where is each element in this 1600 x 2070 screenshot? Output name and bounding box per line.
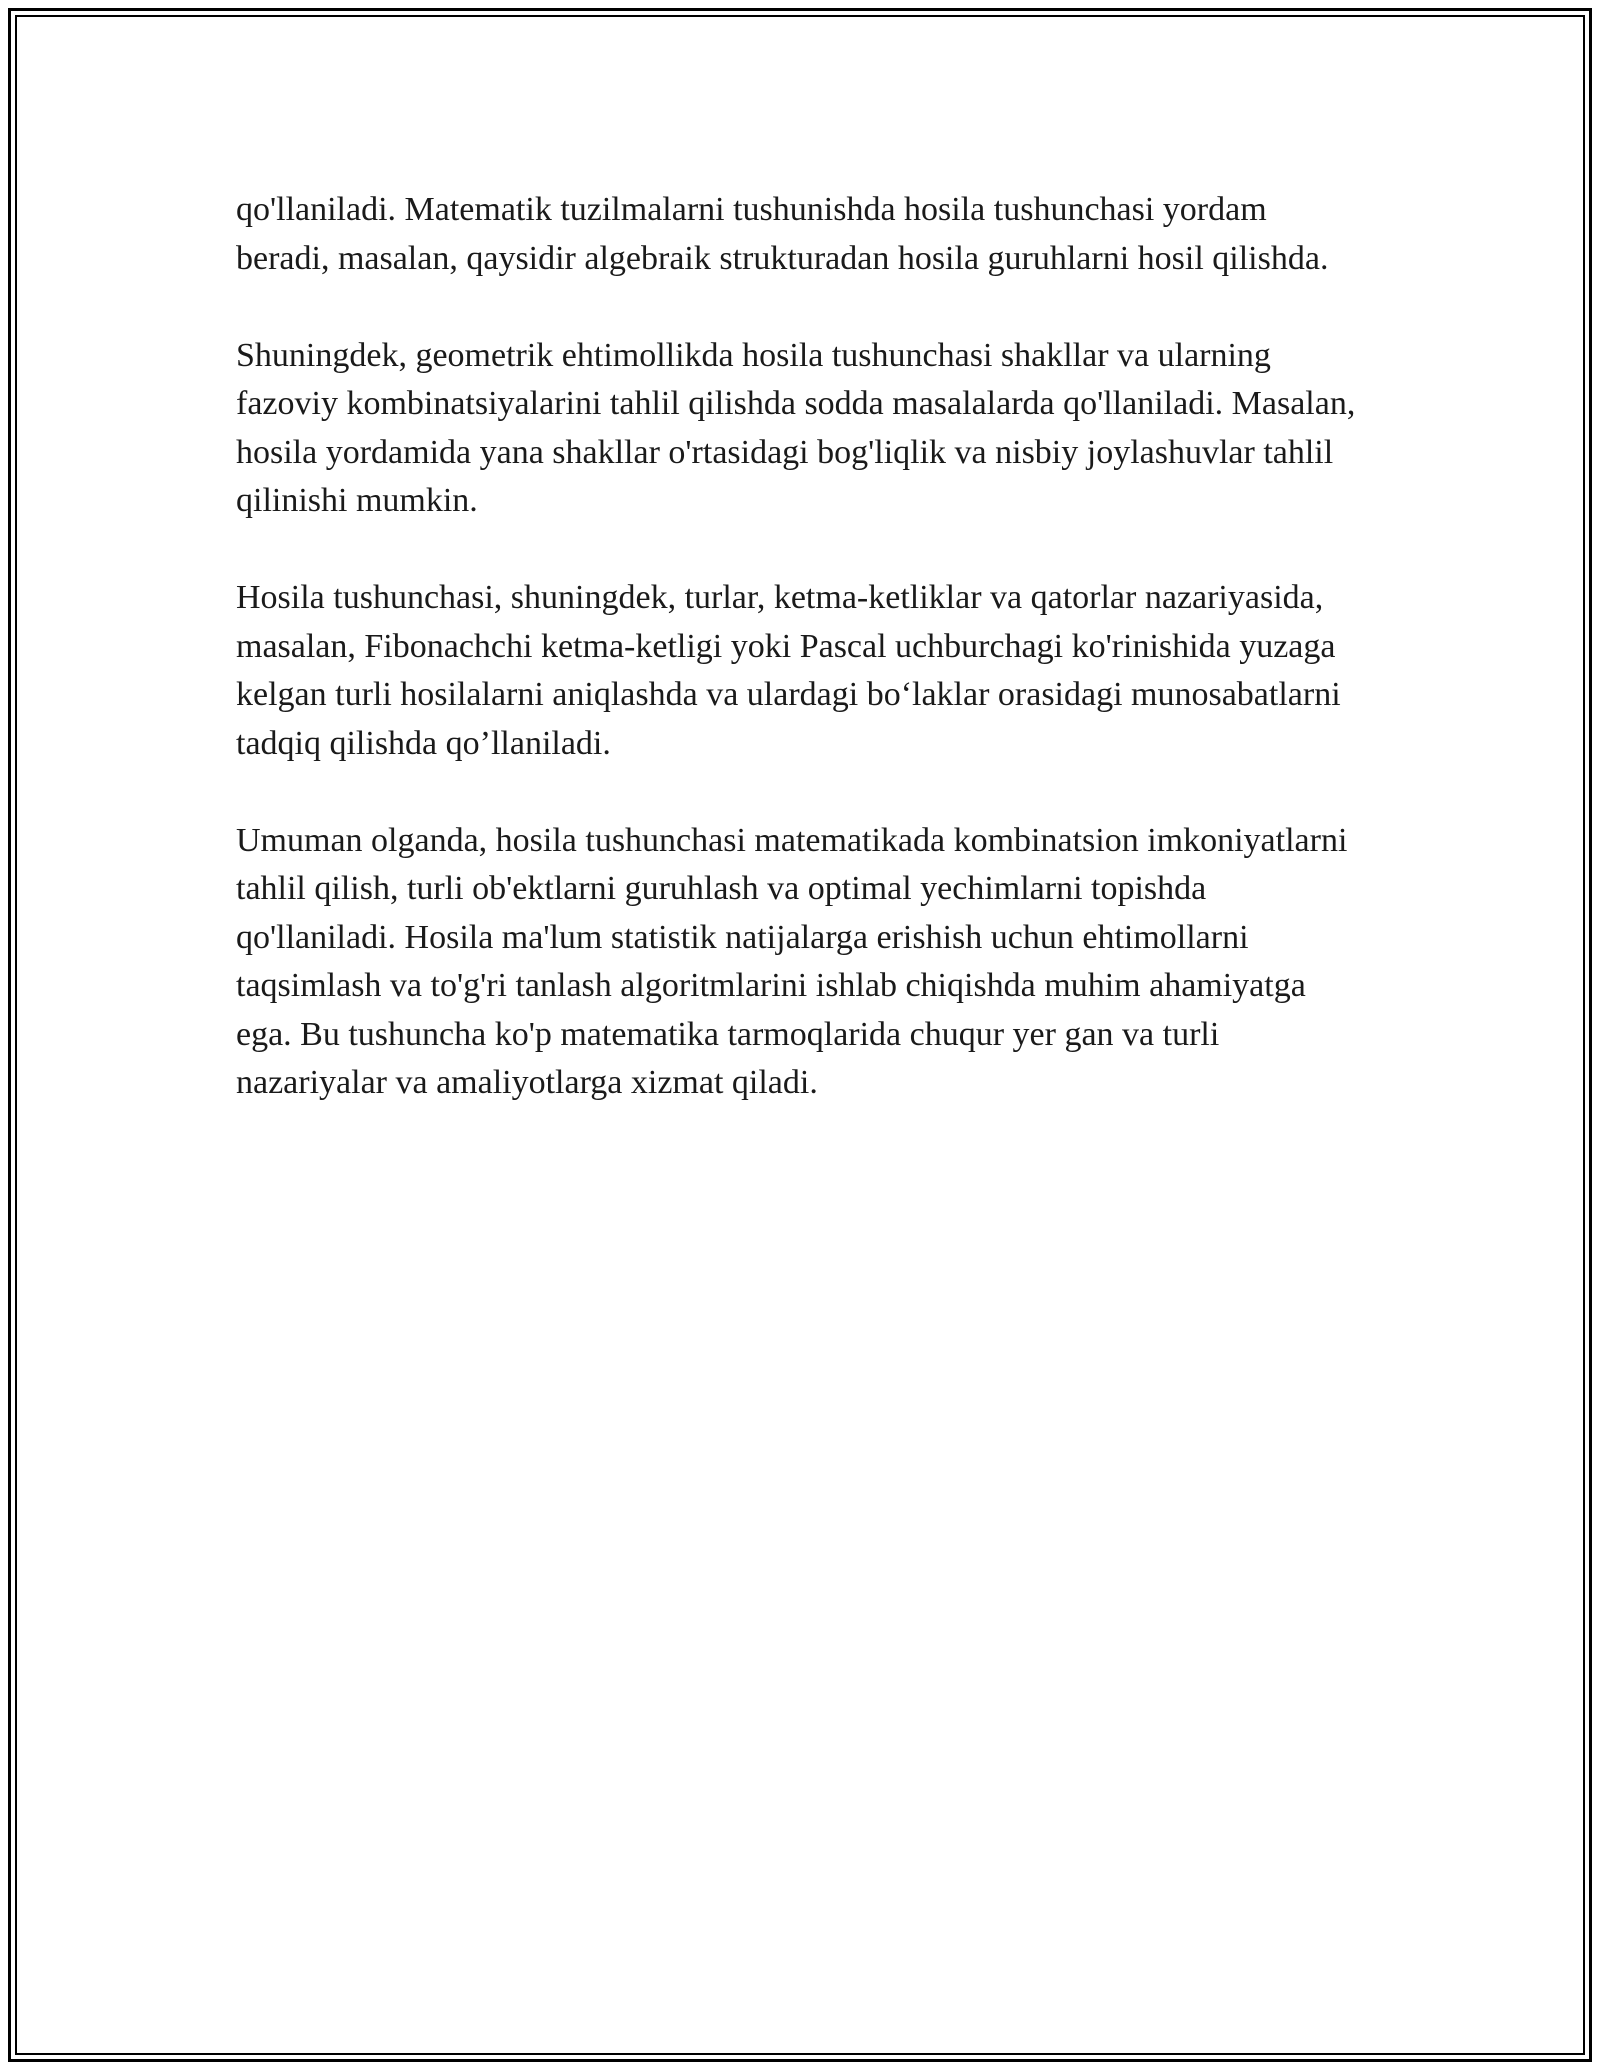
paragraph-2: Shuningdek, geometrik ehtimollikda hosila tushunchasi shakllar va ularning fazoviy kombinatsiyalarini tahlil qilishda sodda masalalarda qo'llaniladi. Masalan, hosila yordamida yana shakllar o'rtasidagi bog'liqlik va nisbiy joylashuvlar tahlil qilinishi mumkin.	[236, 336, 1356, 519]
paragraph-4: Umuman olganda, hosila tushunchasi matematikada kombinatsion imkoniyatlarni tahlil qilish, turli ob'ektlarni guruhlash va optimal yechimlarni topishda qo'llaniladi. Hosila ma'lum statistik natijalarga erishish uchun ehtimollarni taqsimlash va to'g'ri tanlash algoritmlarini ishlab chiqishda muhim ahamiyatga ega. Bu tushuncha ko'p matematika tarmoqlarida chuqur yer gan va turli nazariyalar va amaliyotlarga xizmat qiladi.	[236, 821, 1348, 1101]
paragraph-3: Hosila tushunchasi, shuningdek, turlar, ketma-ketliklar va qatorlar nazariyasida, masalan, Fibonachchi ketma-ketligi yoki Pascal uchburchagi ko'rinishida yuzaga kelgan turli hosilalarni aniqlashda va ulardagi bo‘laklar orasidagi munosabatlarni tadqiq qilishda qo’llaniladi.	[236, 579, 1341, 762]
document-body	[236, 186, 1366, 1156]
paragraph-1: qo'llaniladi. Matematik tuzilmalarni tushunishda hosila tushunchasi yordam beradi, masalan, qaysidir algebraik strukturadan hosila guruhlarni hosil qilishda.	[236, 191, 1329, 277]
